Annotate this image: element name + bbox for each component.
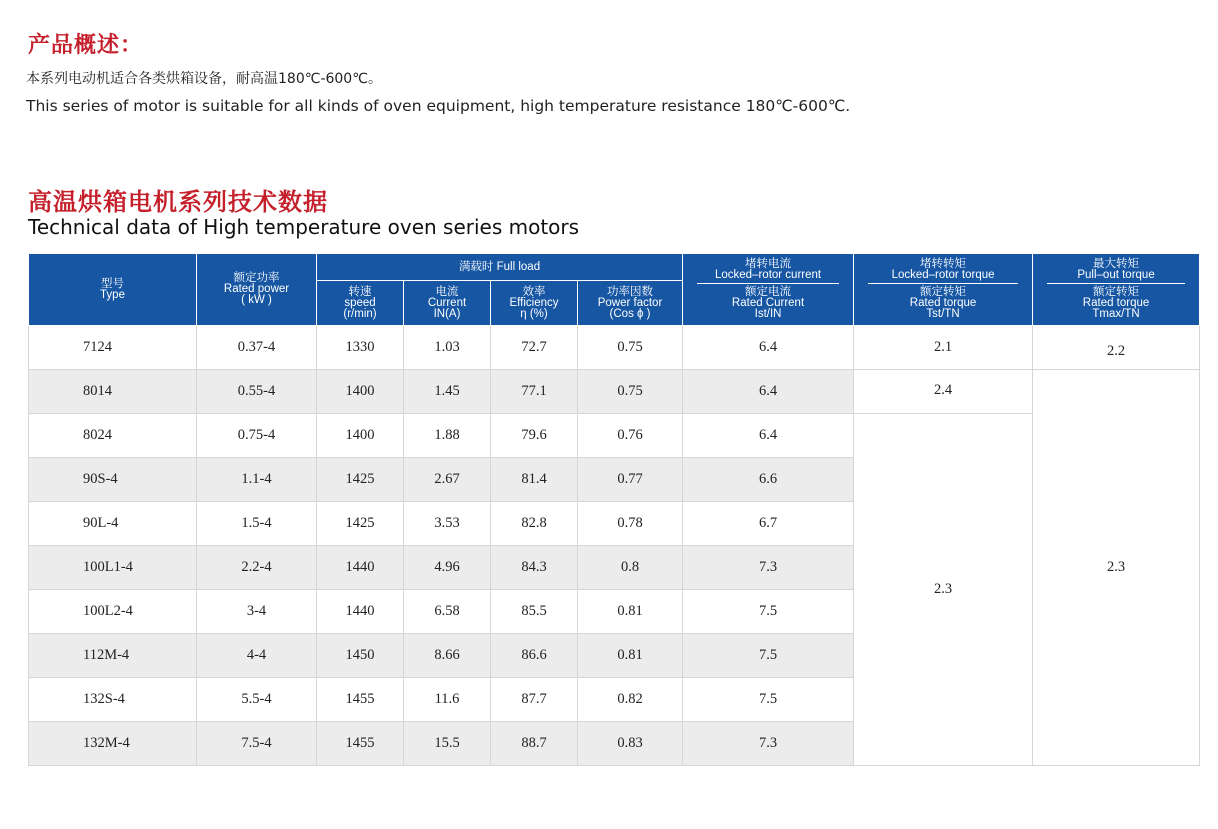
header-full-load: 满载时 Full load [317, 254, 683, 281]
cell-rated-power: 0.55-4 [197, 370, 317, 414]
cell-speed: 1400 [317, 370, 404, 414]
description-chinese: 本系列电动机适合各类烘箱设备，耐高温180℃-600℃。 [26, 71, 382, 87]
cell-speed: 1450 [317, 634, 404, 678]
header-speed: 转速 speed (r/min) [317, 281, 404, 326]
cell-locked-rotor-current: 6.7 [683, 502, 854, 546]
cell-power-factor: 0.83 [578, 722, 683, 766]
technical-data-title-english: Technical data of High temperature oven series motors [28, 215, 580, 239]
cell-locked-rotor-current: 7.3 [683, 722, 854, 766]
cell-pull-out-torque: 2.2 [1033, 326, 1200, 370]
cell-power-factor: 0.81 [578, 590, 683, 634]
cell-locked-rotor-torque: 2.4 [854, 370, 1033, 414]
table-row [29, 414, 1200, 458]
overview-title: 产品概述： [28, 33, 144, 58]
cell-locked-rotor-current: 7.5 [683, 590, 854, 634]
cell-type: 100L1-4 [29, 546, 197, 590]
cell-current: 8.66 [404, 634, 491, 678]
specifications-table [28, 253, 1200, 766]
table-header [29, 254, 1200, 326]
cell-current: 3.53 [404, 502, 491, 546]
header-locked-rotor-current: 堵转电流 Locked–rotor current 额定电流 Rated Current Ist/IN [683, 254, 854, 326]
cell-power-factor: 0.81 [578, 634, 683, 678]
cell-rated-power: 2.2-4 [197, 546, 317, 590]
cell-locked-rotor-torque: 2.1 [854, 326, 1033, 370]
cell-efficiency: 81.4 [491, 458, 578, 502]
cell-power-factor: 0.82 [578, 678, 683, 722]
cell-locked-rotor-current: 6.4 [683, 326, 854, 370]
cell-type: 132S-4 [29, 678, 197, 722]
cell-rated-power: 0.75-4 [197, 414, 317, 458]
cell-efficiency: 72.7 [491, 326, 578, 370]
cell-current: 1.03 [404, 326, 491, 370]
cell-type: 132M-4 [29, 722, 197, 766]
cell-efficiency: 86.6 [491, 634, 578, 678]
cell-rated-power: 0.37-4 [197, 326, 317, 370]
cell-type: 100L2-4 [29, 590, 197, 634]
cell-rated-power: 3-4 [197, 590, 317, 634]
cell-efficiency: 87.7 [491, 678, 578, 722]
cell-type: 7124 [29, 326, 197, 370]
cell-efficiency: 79.6 [491, 414, 578, 458]
cell-power-factor: 0.77 [578, 458, 683, 502]
cell-current: 4.96 [404, 546, 491, 590]
cell-speed: 1455 [317, 722, 404, 766]
header-power-factor: 功率因数 Power factor (Cos ϕ ) [578, 281, 683, 326]
header-divider [697, 283, 839, 284]
cell-rated-power: 7.5-4 [197, 722, 317, 766]
cell-locked-rotor-current: 7.5 [683, 678, 854, 722]
cell-type: 112M-4 [29, 634, 197, 678]
cell-speed: 1425 [317, 502, 404, 546]
cell-rated-power: 1.1-4 [197, 458, 317, 502]
cell-rated-power: 4-4 [197, 634, 317, 678]
header-type: 型号 Type [29, 254, 197, 326]
cell-efficiency: 85.5 [491, 590, 578, 634]
cell-power-factor: 0.78 [578, 502, 683, 546]
cell-current: 2.67 [404, 458, 491, 502]
header-divider [1047, 283, 1185, 284]
header-current: 电流 Current IN(A) [404, 281, 491, 326]
cell-power-factor: 0.75 [578, 326, 683, 370]
cell-current: 15.5 [404, 722, 491, 766]
header-rated-power: 额定功率 Rated power ( kW ) [197, 254, 317, 326]
header-locked-rotor-torque: 堵转转矩 Locked–rotor torque 额定转矩 Rated torque Tst/TN [854, 254, 1033, 326]
table-row [29, 370, 1200, 414]
cell-locked-rotor-current: 7.3 [683, 546, 854, 590]
description-english: This series of motor is suitable for all kinds of oven equipment, high temperature resistance 180℃-600℃. [26, 97, 851, 115]
cell-speed: 1440 [317, 590, 404, 634]
cell-rated-power: 5.5-4 [197, 678, 317, 722]
technical-data-title-chinese: 高温烘箱电机系列技术数据 [28, 188, 328, 216]
cell-efficiency: 88.7 [491, 722, 578, 766]
cell-speed: 1455 [317, 678, 404, 722]
cell-locked-rotor-current: 7.5 [683, 634, 854, 678]
header-pull-out-torque: 最大转矩 Pull–out torque 额定转矩 Rated torque Tmax/TN [1033, 254, 1200, 326]
header-efficiency: 效率 Efficiency η (%) [491, 281, 578, 326]
cell-efficiency: 84.3 [491, 546, 578, 590]
cell-efficiency: 77.1 [491, 370, 578, 414]
cell-current: 1.45 [404, 370, 491, 414]
cell-pull-out-torque-merged: 2.3 [1033, 370, 1200, 766]
table-body [29, 326, 1200, 766]
cell-locked-rotor-torque-merged: 2.3 [854, 414, 1033, 766]
cell-power-factor: 0.75 [578, 370, 683, 414]
cell-locked-rotor-current: 6.6 [683, 458, 854, 502]
cell-locked-rotor-current: 6.4 [683, 414, 854, 458]
cell-efficiency: 82.8 [491, 502, 578, 546]
cell-current: 11.6 [404, 678, 491, 722]
cell-speed: 1440 [317, 546, 404, 590]
cell-rated-power: 1.5-4 [197, 502, 317, 546]
cell-type: 90L-4 [29, 502, 197, 546]
cell-type: 90S-4 [29, 458, 197, 502]
cell-type: 8014 [29, 370, 197, 414]
header-divider [868, 283, 1018, 284]
cell-speed: 1400 [317, 414, 404, 458]
cell-current: 6.58 [404, 590, 491, 634]
cell-power-factor: 0.76 [578, 414, 683, 458]
cell-speed: 1425 [317, 458, 404, 502]
cell-current: 1.88 [404, 414, 491, 458]
cell-locked-rotor-current: 6.4 [683, 370, 854, 414]
cell-speed: 1330 [317, 326, 404, 370]
cell-type: 8024 [29, 414, 197, 458]
table-row [29, 326, 1200, 370]
cell-power-factor: 0.8 [578, 546, 683, 590]
